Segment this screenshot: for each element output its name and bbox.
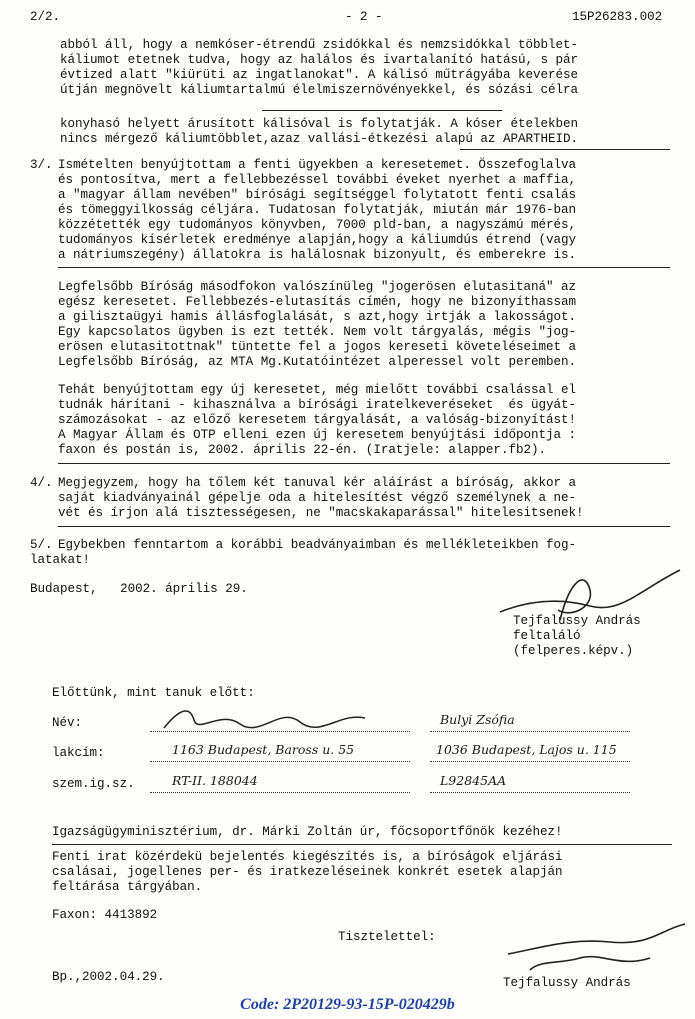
page-number: 2/2. xyxy=(30,10,61,24)
text-line: és tömeggyilkosság céljára. Tudatosan folytatják, miután már 1976-ban xyxy=(58,203,577,217)
text-line: konyhasó helyett árusított kálisóval is folytatják. A kóser ételekben xyxy=(60,117,579,131)
witness-heading: Előttünk, mint tanuk előtt: xyxy=(52,686,255,700)
text-line: abból áll, hogy a nemkóser-étrendű zsidókkal és nemzsidókkal többlet- xyxy=(60,38,579,52)
footer-code: Code: 2P20129-93-15P-020429b xyxy=(240,996,455,1013)
text-line: Legfelsőbb Bíróság, az MTA Mg.Kutatóintézet alperessel volt peremben. xyxy=(58,355,577,369)
signature-2 xyxy=(500,918,690,978)
divider xyxy=(58,267,670,268)
text-line: közzétették egy tudományos könyvben, 7000 pld-ban, a nagyszámú mérés, xyxy=(58,218,577,232)
closing-date: Bp.,2002.04.29. xyxy=(52,970,165,984)
text-line: csalásai, jogellenes per- és iratkezeléseinek konkrét esetek alapján xyxy=(52,865,563,879)
dotted-line xyxy=(150,761,410,762)
regards: Tisztelettel: xyxy=(338,930,436,944)
text-line: számozásokat - az előző keresetem tárgyalását, a valóság-bizonyítást! xyxy=(58,413,577,427)
text-line: Megjegyzem, hogy ha tőlem két tanuval kér aláírást a bíróság, akkor a xyxy=(58,476,577,490)
text-line: Fenti irat közérdekü bejelentés kiegészítés is, a bíróságok eljárási xyxy=(52,850,563,864)
label-address: lakcím: xyxy=(52,746,105,760)
text-line: egész keresetet. Fellebbezés-elutasítás címén, hogy ne bizonyíthassam xyxy=(58,295,577,309)
text-line: tudományos kísérletek eredménye alapján,hogy a káliumdús étrend (vagy xyxy=(58,233,577,247)
text-line: latakat! xyxy=(30,553,91,567)
dotted-line xyxy=(150,792,410,793)
fax-number: Faxon: 4413892 xyxy=(52,908,158,922)
text-line: erösen elutasitottnak" tüntette fel a jogos kereseti követeléseimet a xyxy=(58,340,577,354)
divider xyxy=(262,110,502,111)
dotted-line xyxy=(430,761,630,762)
text-line: saját kiadványainál gépelje oda a hitelesítést végző személynek a ne- xyxy=(58,491,577,505)
document-reference: 15P26283.002 xyxy=(572,10,663,24)
text-line: a "magyar állam nevében" bírósági segítséggel folytatott fenti csalás xyxy=(58,188,577,202)
text-line: Legfelsőbb Bíróság másodfokon valószínüleg "jogerösen elutasitaná" az xyxy=(58,280,577,294)
text-line: Ismételten benyújtottam a fenti ügyekben a keresetemet. Összefoglalva xyxy=(58,158,577,172)
signer-role: (felperes.képv.) xyxy=(513,644,634,658)
text-line: útján megnövelt káliumtartalmú élelmiszernövényekkel, és sózási célra xyxy=(60,83,579,97)
text-line: a nátriumszegény) állatokra is halálosnak bizonyult, és emberekre is. xyxy=(58,248,577,262)
text-line: és pontosítva, mert a fellebbezéssel további éveket nyerhet a maffia, xyxy=(58,173,577,187)
paragraph-number: 5/. xyxy=(30,538,53,552)
page-center-marker: - 2 - xyxy=(345,10,383,24)
paragraph-number: 4/. xyxy=(30,476,53,490)
signer-name: Tejfalussy András xyxy=(513,614,641,628)
text-line: vét és írjon alá tisztességesen, ne "macskakaparással" hitelesitsenek! xyxy=(58,506,584,520)
witness-2-address: 1036 Budapest, Lajos u. 115 xyxy=(436,742,617,757)
divider xyxy=(58,526,670,527)
witness-1-signature xyxy=(160,700,370,736)
text-line: nincs mérgező káliumtöbblet,azaz vallási-étkezési alapú az APARTHEID. xyxy=(60,132,579,146)
witness-1-address: 1163 Budapest, Baross u. 55 xyxy=(172,742,355,757)
text-line: tudnák hárítani - kihasználva a bírósági iratelkeveréseket és ügyát- xyxy=(58,398,577,412)
label-name: Név: xyxy=(52,716,83,730)
text-line: faxon és postán is, 2002. április 22-én. (Iratjele: alapper.fb2). xyxy=(58,443,546,457)
text-line: Egybekben fenntartom a korábbi beadványaimban és mellékleteikben fog- xyxy=(58,538,577,552)
witness-1-id: RT-II. 188044 xyxy=(172,773,258,788)
dotted-line xyxy=(430,792,630,793)
witness-2-id: L92845AA xyxy=(440,773,507,788)
divider xyxy=(460,149,670,150)
place-date: Budapest, 2002. április 29. xyxy=(30,582,248,596)
signer-name: Tejfalussy András xyxy=(503,976,631,990)
text-line: a gilisztaügyi hamis állásfoglalását, s azt,hogy irtják a lakosságot. xyxy=(58,310,577,324)
text-line: Tehát benyújtottam egy új keresetet, még mielőtt további csalással el xyxy=(58,383,577,397)
text-line: feltárása tárgyában. xyxy=(52,880,203,894)
divider xyxy=(58,463,670,464)
text-line: évtized alatt "kiürüti az ingatlanokat". A kálisó műtrágyába keverése xyxy=(60,68,579,82)
signer-title: feltaláló xyxy=(513,629,581,643)
text-line: káliumot etetnek tudva, hogy az halálos és ivartalanító hatású, s pár xyxy=(60,53,579,67)
label-id: szem.ig.sz. xyxy=(52,777,135,791)
text-line: A Magyar Állam és OTP elleni ezen új keresetem benyújtási időpontja : xyxy=(58,428,577,442)
dotted-line xyxy=(430,731,630,732)
addressee: Igazságügyminisztérium, dr. Márki Zoltán úr, főcsoportfőnök kezéhez! xyxy=(52,825,563,839)
paragraph-number: 3/. xyxy=(30,158,53,172)
text-line: Egy kapcsolatos ügyben is ezt tették. Nem volt tárgyalás, mégis "jog- xyxy=(58,325,577,339)
divider xyxy=(52,844,672,845)
witness-2-name: Bulyi Zsófia xyxy=(440,712,515,727)
